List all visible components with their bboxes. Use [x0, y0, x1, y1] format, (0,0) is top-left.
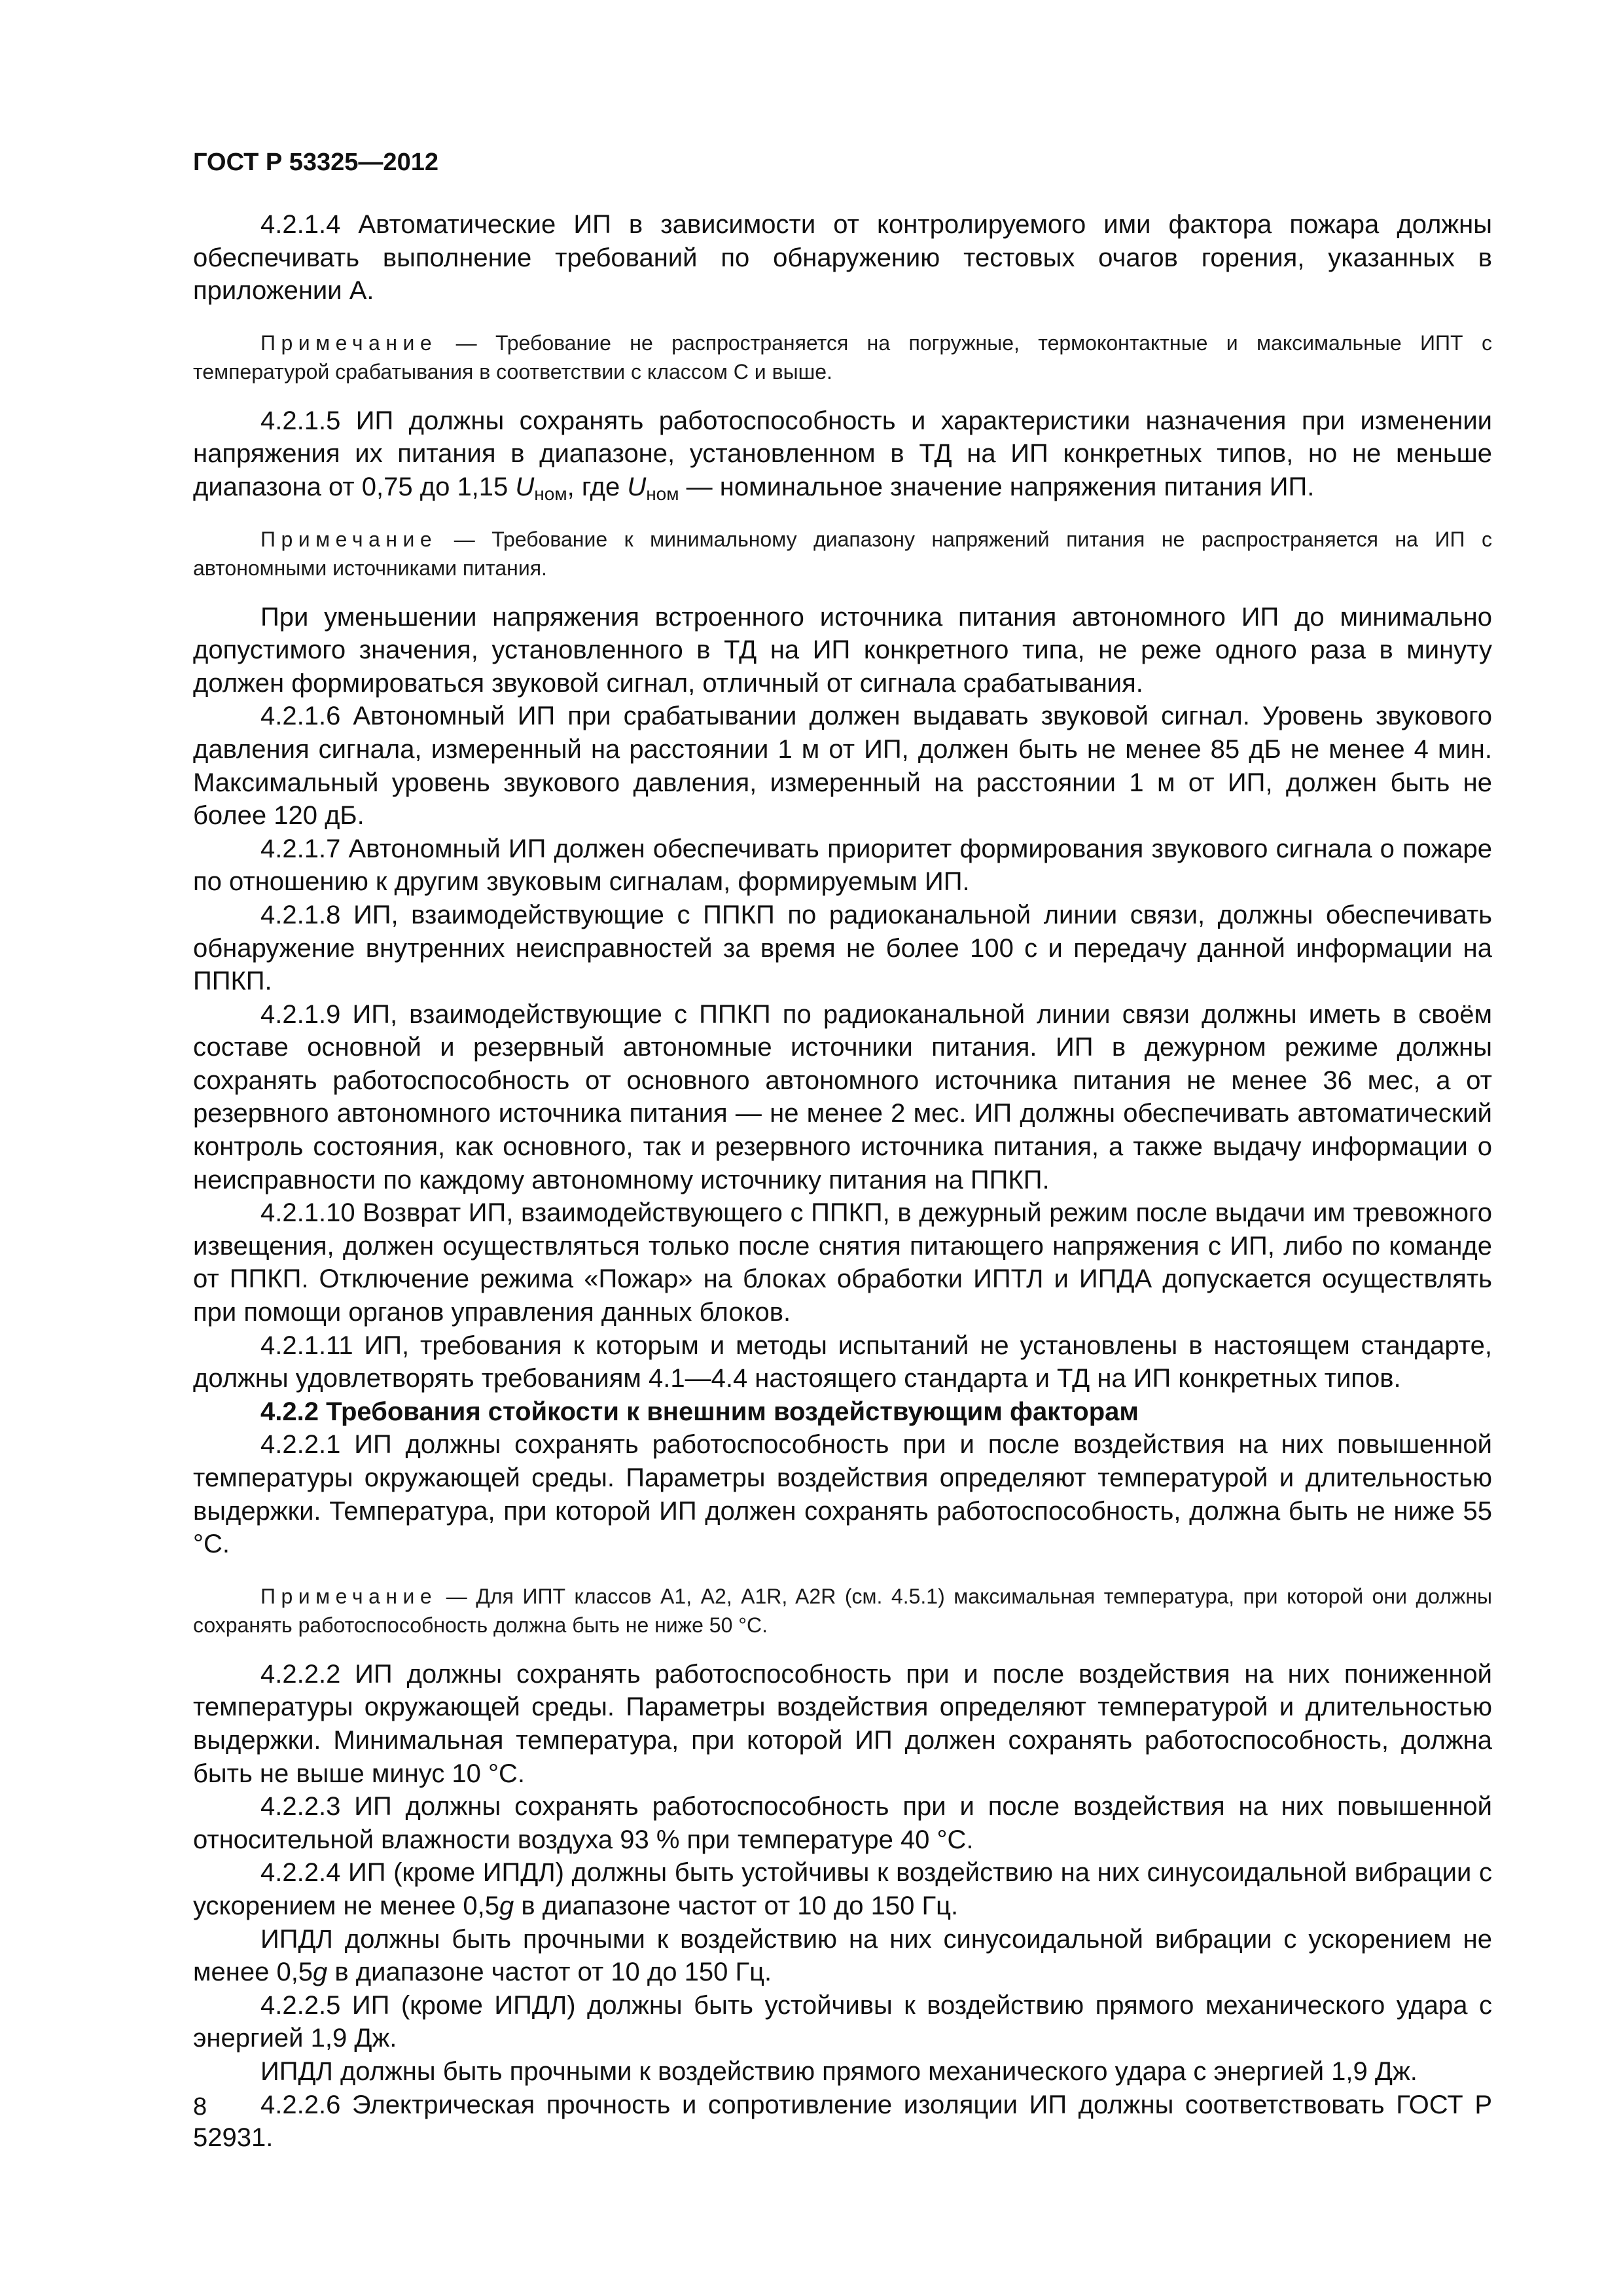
paragraph-4-2-2-4-part-2: в диапазоне частот от 10 до 150 Гц.: [514, 1891, 959, 1920]
paragraph-4-2-1-7: 4.2.1.7 Автономный ИП должен обеспечивать приоритет формирования звукового сигнала о пожаре по отношению к другим звуковым сигналам, формируемым ИП.: [193, 834, 1492, 897]
document-body: [193, 208, 1492, 2155]
section-heading-4-2-2: 4.2.2 Требования стойкости к внешним воздействующим факторам: [260, 1397, 1139, 1426]
paragraph-4-2-1-11: 4.2.1.11 ИП, требования к которым и методы испытаний не установлены в настоящем стандарте, должны удовлетворять требованиям 4.1—4.4 настоящего стандарта и ТД на ИП конкретных типов.: [193, 1331, 1492, 1393]
u-nom-subscript-2: ном: [646, 483, 679, 504]
paragraph-4-2-2-3: 4.2.2.3 ИП должны сохранять работоспособность при и после воздействия на них повышенной относительной влажности воздуха 93 % при температуре 40 °С.: [193, 1792, 1492, 1854]
note-1: [193, 329, 1492, 386]
g-symbol: g: [313, 1958, 328, 1987]
paragraph-ipdl-vibration-part-1: ИПДЛ должны быть прочными к воздействию на них синусоидальной вибрации с ускорением не менее 0,5: [193, 1924, 1492, 1987]
note-3: [193, 1582, 1492, 1640]
paragraph-4-2-1-5-part-3: — номинальное значение напряжения питания ИП.: [679, 472, 1315, 501]
paragraph-4-2-1-6: 4.2.1.6 Автономный ИП при срабатывании должен выдавать звуковой сигнал. Уровень звукового давления сигнала, измеренный на расстоянии 1 м от ИП, должен быть не менее 85 дБ не менее 4 мин. Максимальный уровень звукового давления, измеренный на расстоянии 1 м от ИП, должен быть не более 120 дБ.: [193, 702, 1492, 831]
paragraph-4-2-2-2: 4.2.2.2 ИП должны сохранять работоспособность при и после воздействия на них пониженной температуры окружающей среды. Параметры воздействия определяют температурой и длительностью выдержки. Минимальная температура, при которой ИП должен сохранять работоспособность, должна быть не выше минус 10 °С.: [193, 1659, 1492, 1788]
u-nom-subscript: ном: [534, 483, 567, 504]
page-number: 8: [193, 2093, 207, 2121]
paragraph-4-2-2-4-part-1: 4.2.2.4 ИП (кроме ИПДЛ) должны быть устойчивы к воздействию на них синусоидальной вибрации с ускорением не менее 0,5: [193, 1858, 1492, 1920]
note-2: [193, 525, 1492, 583]
note-label: Примечание: [260, 331, 438, 355]
paragraph-4-2-1-5: [193, 404, 1492, 504]
u-nom-symbol: U: [515, 472, 535, 501]
paragraph-4-2-1-5-part-1: 4.2.1.5 ИП должны сохранять работоспособность и характеристики назначения при изменении напряжения их питания в диапазоне, установленном в ТД на ИП конкретных типов, но не меньше диапазона от 0,75 до 1,15: [193, 406, 1492, 501]
note-1-text: — Требование не распространяется на погружные, термоконтактные и максимальные ИПТ с температурой срабатывания в соответствии с классом С и выше.: [193, 331, 1492, 384]
paragraph-4-2-1-10: 4.2.1.10 Возврат ИП, взаимодействующего с ППКП, в дежурный режим после выдачи им тревожного извещения, должен осуществляться только после снятия питающего напряжения с ИП, либо по команде от ППКП. Отключение режима «Пожар» на блоках обработки ИПТЛ и ИПДА допускается осуществлять при помощи органов управления данных блоков.: [193, 1198, 1492, 1327]
paragraph-ipdl-vibration-part-2: в диапазоне частот от 10 до 150 Гц.: [327, 1958, 772, 1987]
document-code-header: ГОСТ Р 53325—2012: [193, 149, 438, 176]
paragraph-4-2-1-4: 4.2.1.4 Автоматические ИП в зависимости от контролируемого ими фактора пожара должны обеспечивать выполнение требований по обнаружению тестовых очагов горения, указанных в приложении А.: [193, 210, 1492, 306]
note-label: Примечание: [260, 1584, 438, 1608]
paragraph-ipdl-vibration: [193, 1923, 1492, 1989]
paragraph-ipdl-impact: ИПДЛ должны быть прочными к воздействию прямого механического удара с энергией 1,9 Дж.: [260, 2056, 1418, 2086]
paragraph-4-2-1-8: 4.2.1.8 ИП, взаимодействующие с ППКП по радиоканальной линии связи, должны обеспечивать обнаружение внутренних неисправностей за время не более 100 с и передачу данной информации на ППКП.: [193, 900, 1492, 996]
paragraph-low-voltage-signal: При уменьшении напряжения встроенного источника питания автономного ИП до минимально допустимого значения, установленного в ТД на ИП конкретного типа, не реже одного раза в минуту должен формироваться звуковой сигнал, отличный от сигнала срабатывания.: [193, 602, 1492, 698]
paragraph-4-2-1-9: 4.2.1.9 ИП, взаимодействующие с ППКП по радиоканальной линии связи должны иметь в своём составе основной и резервный автономные источники питания. ИП в дежурном режиме должны сохранять работоспособность от основного автономного источника питания не менее 36 мес, а от резервного автономного источника питания — не менее 2 мес. ИП должны обеспечивать автоматический контроль состояния, как основного, так и резервного источника питания, а также выдачу информации о неисправности по каждому автономному источнику питания на ППКП.: [193, 999, 1492, 1194]
u-nom-symbol-2: U: [627, 472, 647, 501]
paragraph-4-2-2-6: 4.2.2.6 Электрическая прочность и сопротивление изоляции ИП должны соответствовать ГОСТ Р 52931.: [193, 2090, 1492, 2153]
note-2-text: — Требование к минимальному диапазону напряжений питания не распространяется на ИП с автономными источниками питания.: [193, 527, 1492, 580]
paragraph-4-2-1-5-part-2: , где: [567, 472, 628, 501]
paragraph-4-2-2-4: [193, 1856, 1492, 1922]
note-3-text: — Для ИПТ классов А1, А2, А1R, A2R (см. 4.5.1) максимальная температура, при которой они должны сохранять работоспособность должна быть не ниже 50 °С.: [193, 1584, 1492, 1637]
paragraph-4-2-2-5: 4.2.2.5 ИП (кроме ИПДЛ) должны быть устойчивы к воздействию прямого механического удара с энергией 1,9 Дж.: [193, 1990, 1492, 2053]
g-symbol: g: [499, 1891, 514, 1920]
paragraph-4-2-2-1: 4.2.2.1 ИП должны сохранять работоспособность при и после воздействия на них повышенной температуры окружающей среды. Параметры воздействия определяют температурой и длительностью выдержки. Температура, при которой ИП должен сохранять работоспособность, должна быть не ниже 55 °С.: [193, 1430, 1492, 1559]
note-label: Примечание: [260, 527, 438, 551]
